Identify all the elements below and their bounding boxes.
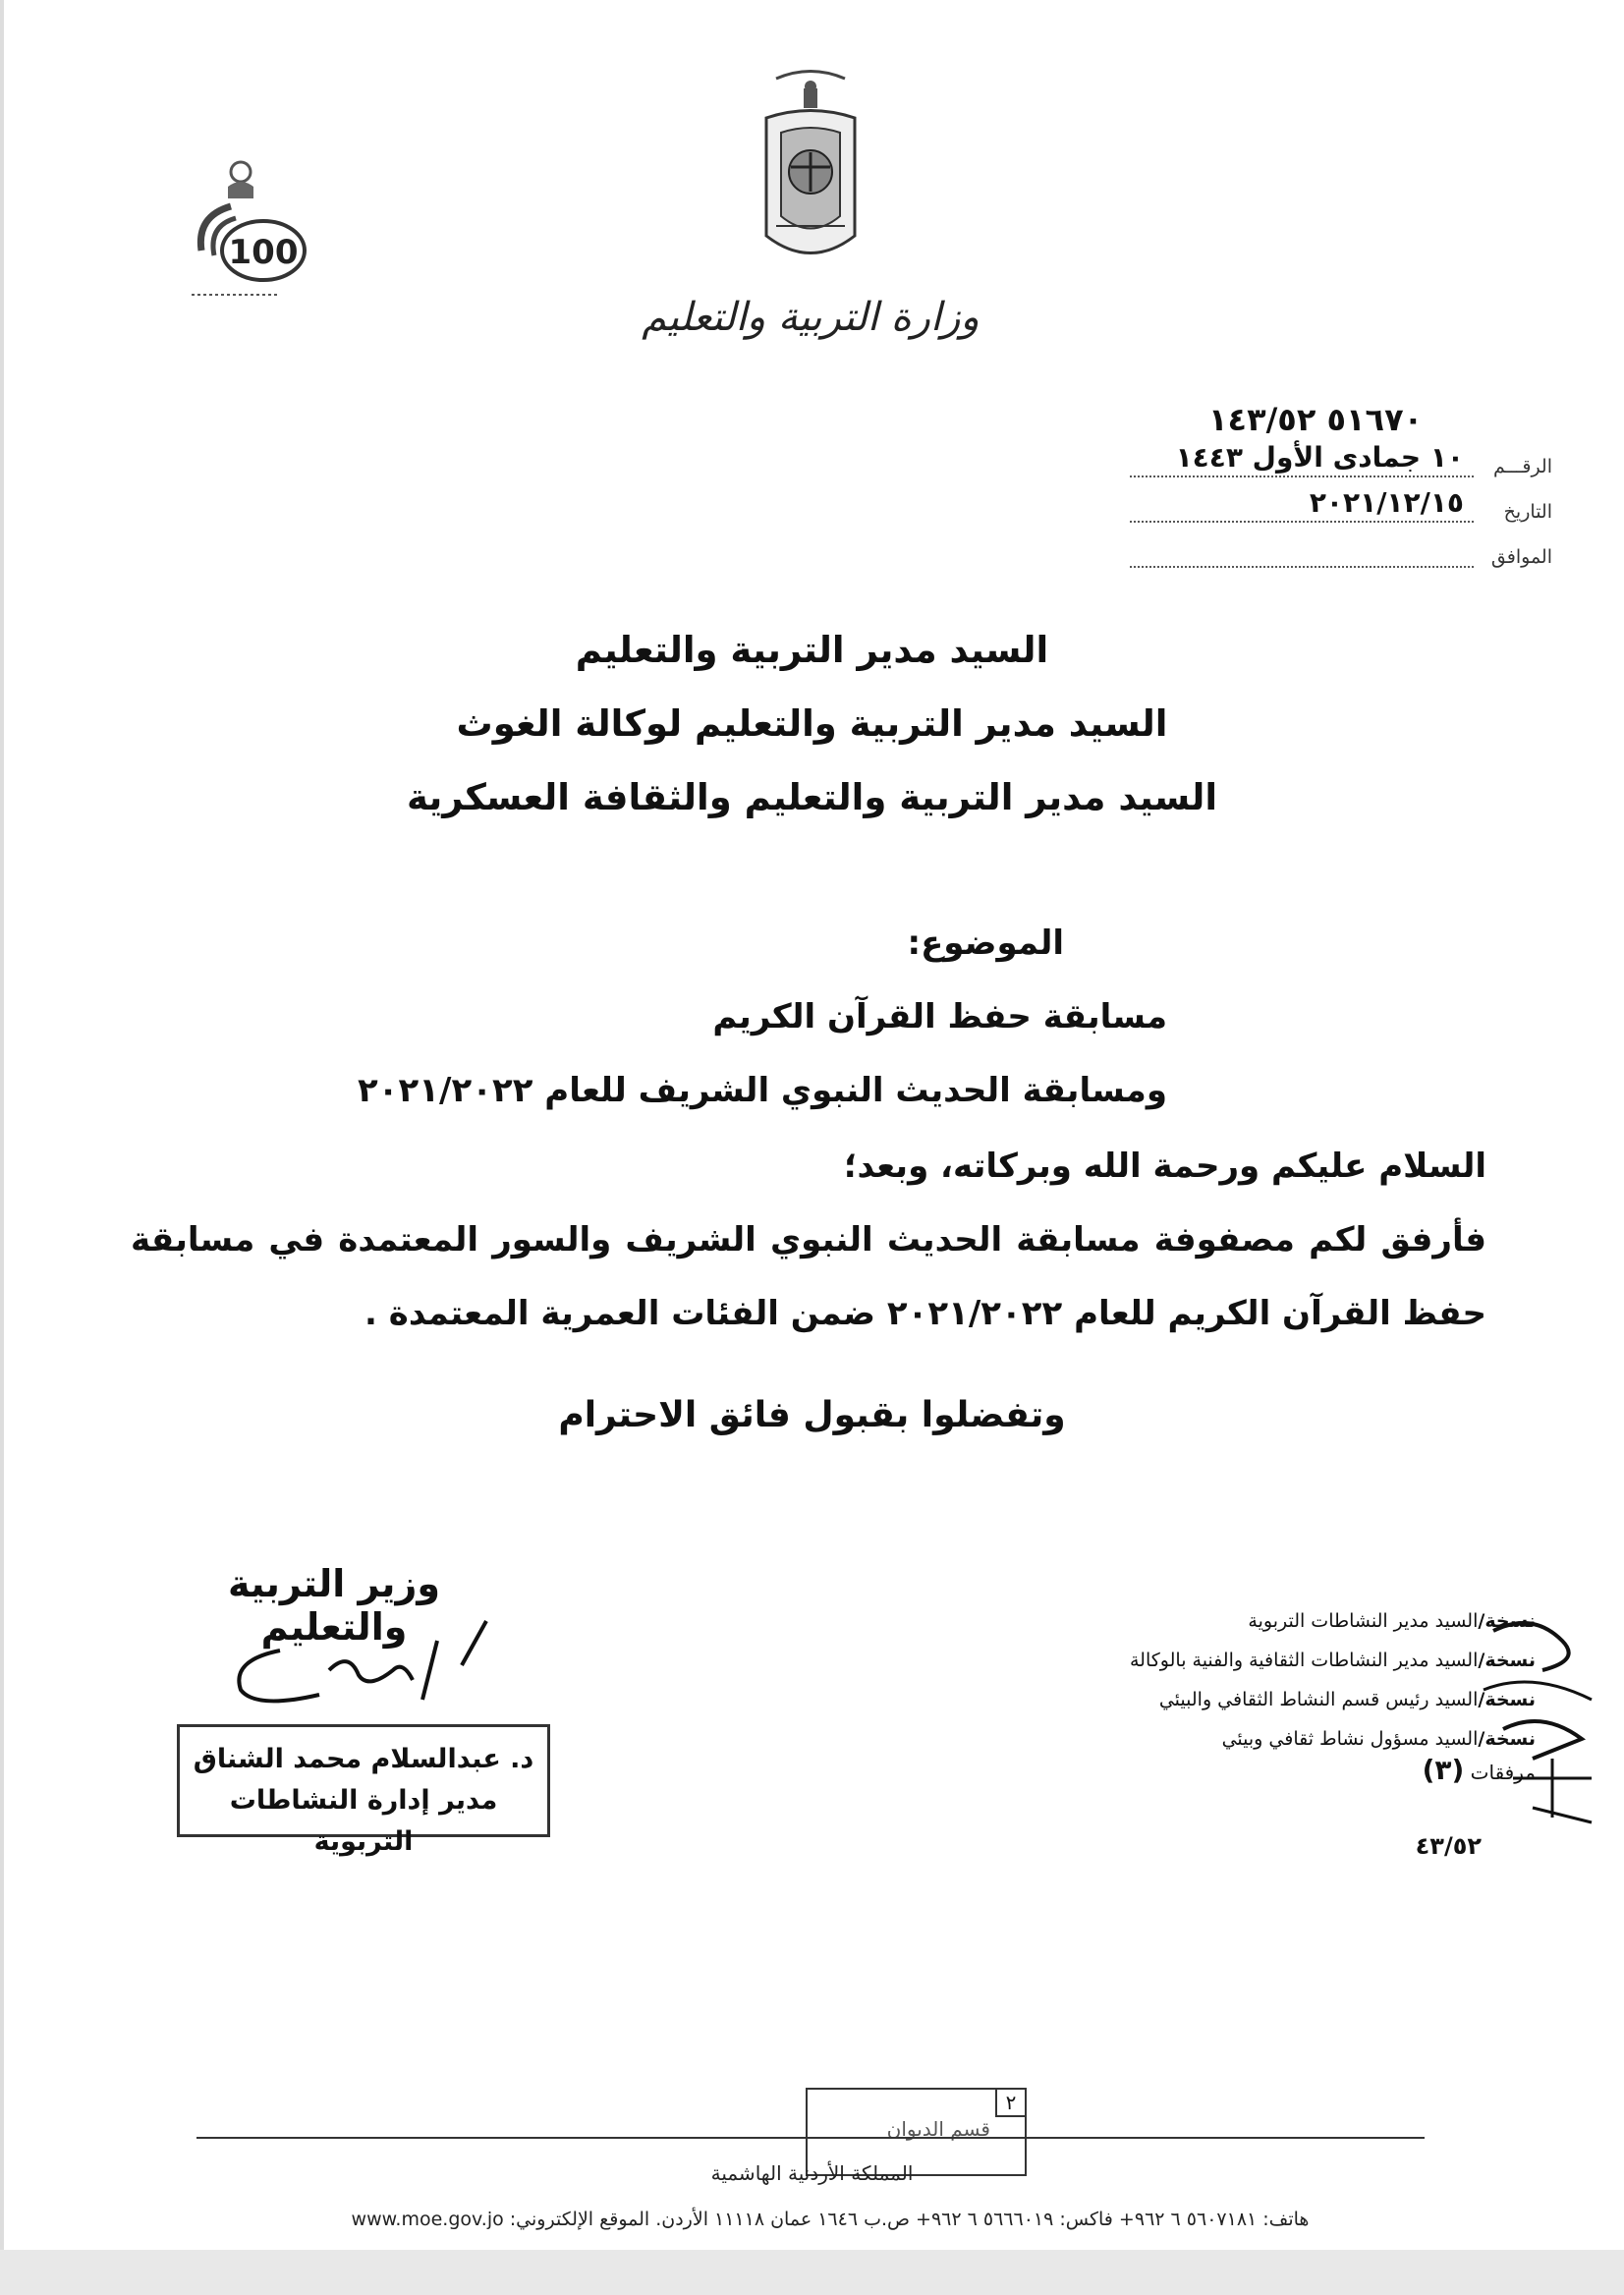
gregorian-date: ٢٠٢١/١٢/١٥ xyxy=(1309,486,1464,519)
copy-text: السيد مسؤول نشاط ثقافي وبيئي xyxy=(1221,1728,1479,1750)
footer-kingdom: المملكة الأردنية الهاشمية xyxy=(710,2161,914,2185)
file-code: ٤٣/٥٢ xyxy=(1415,1832,1482,1860)
copy-item xyxy=(926,1641,1536,1680)
footer-contact: هاتف: ٥٦٠٧١٨١ ٦ ٩٦٢+ فاكس: ٥٦٦٦٠١٩ ٦ ٩٦٢+ ص.ب ١٦٤٦ عمان ١١١١٨ الأردن. الموقع الإلكتروني: www.moe.gov.jo xyxy=(351,2209,1310,2230)
scan-bottom-band xyxy=(0,2250,1624,2295)
corresponding-row xyxy=(1130,523,1552,568)
closing-line: وتفضلوا بقبول فائق الاحترام xyxy=(558,1395,1066,1435)
centenary-number: 100 xyxy=(228,233,299,272)
scan-edge xyxy=(0,0,4,2295)
footer-divider xyxy=(196,2137,1425,2139)
minister-title: وزير التربية والتعليم xyxy=(228,1562,440,1649)
copy-text: السيد رئيس قسم النشاط الثقافي والبيئي xyxy=(1158,1689,1479,1710)
receipt-number: ٢ xyxy=(995,2090,1025,2117)
reference-number-dots xyxy=(1130,441,1474,477)
date-label: التاريخ xyxy=(1503,501,1552,523)
copy-prefix: نسخة/ xyxy=(1478,1650,1536,1671)
hijri-date: ١٠ جمادى الأول ١٤٤٣ xyxy=(1175,441,1464,474)
reference-block xyxy=(1130,432,1552,568)
stamp-name: د. عبدالسلام محمد الشناق xyxy=(193,1744,534,1774)
coat-of-arms-emblem xyxy=(756,59,865,275)
copy-text: السيد مدير النشاطات التربوية xyxy=(1248,1610,1479,1632)
copy-item xyxy=(926,1719,1536,1759)
reference-number-label: الرقـــم xyxy=(1493,456,1552,477)
greeting: السلام عليكم ورحمة الله وبركاته، وبعد؛ xyxy=(843,1147,1486,1186)
centenary-logo xyxy=(187,157,314,305)
official-stamp xyxy=(177,1724,550,1857)
corresponding-dots xyxy=(1130,540,1474,568)
attachments-label: مرفقات xyxy=(1470,1761,1536,1784)
addressee-line-2: السيد مدير التربية والتعليم لوكالة الغوث xyxy=(456,702,1168,745)
body-paragraph: فأرفق لكم مصفوفة مسابقة الحديث النبوي الشريف والسور المعتمدة في مسابقة حفظ القرآن الكريم للعام ٢٠٢١/٢٠٢٢ ضمن الفئات العمرية المعتمدة . xyxy=(131,1220,1486,1333)
subject-line-1: مسابقة حفظ القرآن الكريم xyxy=(712,997,1167,1036)
corresponding-label: الموافق xyxy=(1490,546,1552,568)
receipt-text: قسم الديوان xyxy=(886,2117,990,2141)
reference-number-value: ٥١٦٧٠ ١٤٣/٥٢ xyxy=(1208,401,1424,438)
handwritten-signature xyxy=(211,1611,516,1719)
subject-label: الموضوع: xyxy=(907,924,1064,963)
date-dots xyxy=(1130,486,1474,523)
copy-prefix: نسخة/ xyxy=(1478,1610,1536,1632)
reference-number-row xyxy=(1130,432,1552,477)
subject-line-2: ومسابقة الحديث النبوي الشريف للعام ٢٠٢١/٢٠٢٢ xyxy=(358,1071,1167,1110)
stamp-title: مدير إدارة النشاطات التربوية xyxy=(229,1785,498,1857)
addressee-line-1: السيد مدير التربية والتعليم xyxy=(575,629,1049,671)
reference-date-row xyxy=(1130,477,1552,523)
ministry-name: وزارة التربية والتعليم xyxy=(642,295,980,340)
copy-item xyxy=(926,1601,1536,1641)
addressee-line-3: السيد مدير التربية والتعليم والثقافة العسكرية xyxy=(406,776,1218,818)
copy-text: السيد مدير النشاطات الثقافية والفنية بالوكالة xyxy=(1129,1650,1479,1671)
handwritten-annotation xyxy=(1474,1611,1611,1837)
copy-item xyxy=(926,1680,1536,1719)
copy-prefix: نسخة/ xyxy=(1478,1728,1536,1750)
attachments-count: (٣) xyxy=(1422,1754,1465,1786)
copies-list xyxy=(926,1601,1536,1759)
copy-prefix: نسخة/ xyxy=(1478,1689,1536,1710)
